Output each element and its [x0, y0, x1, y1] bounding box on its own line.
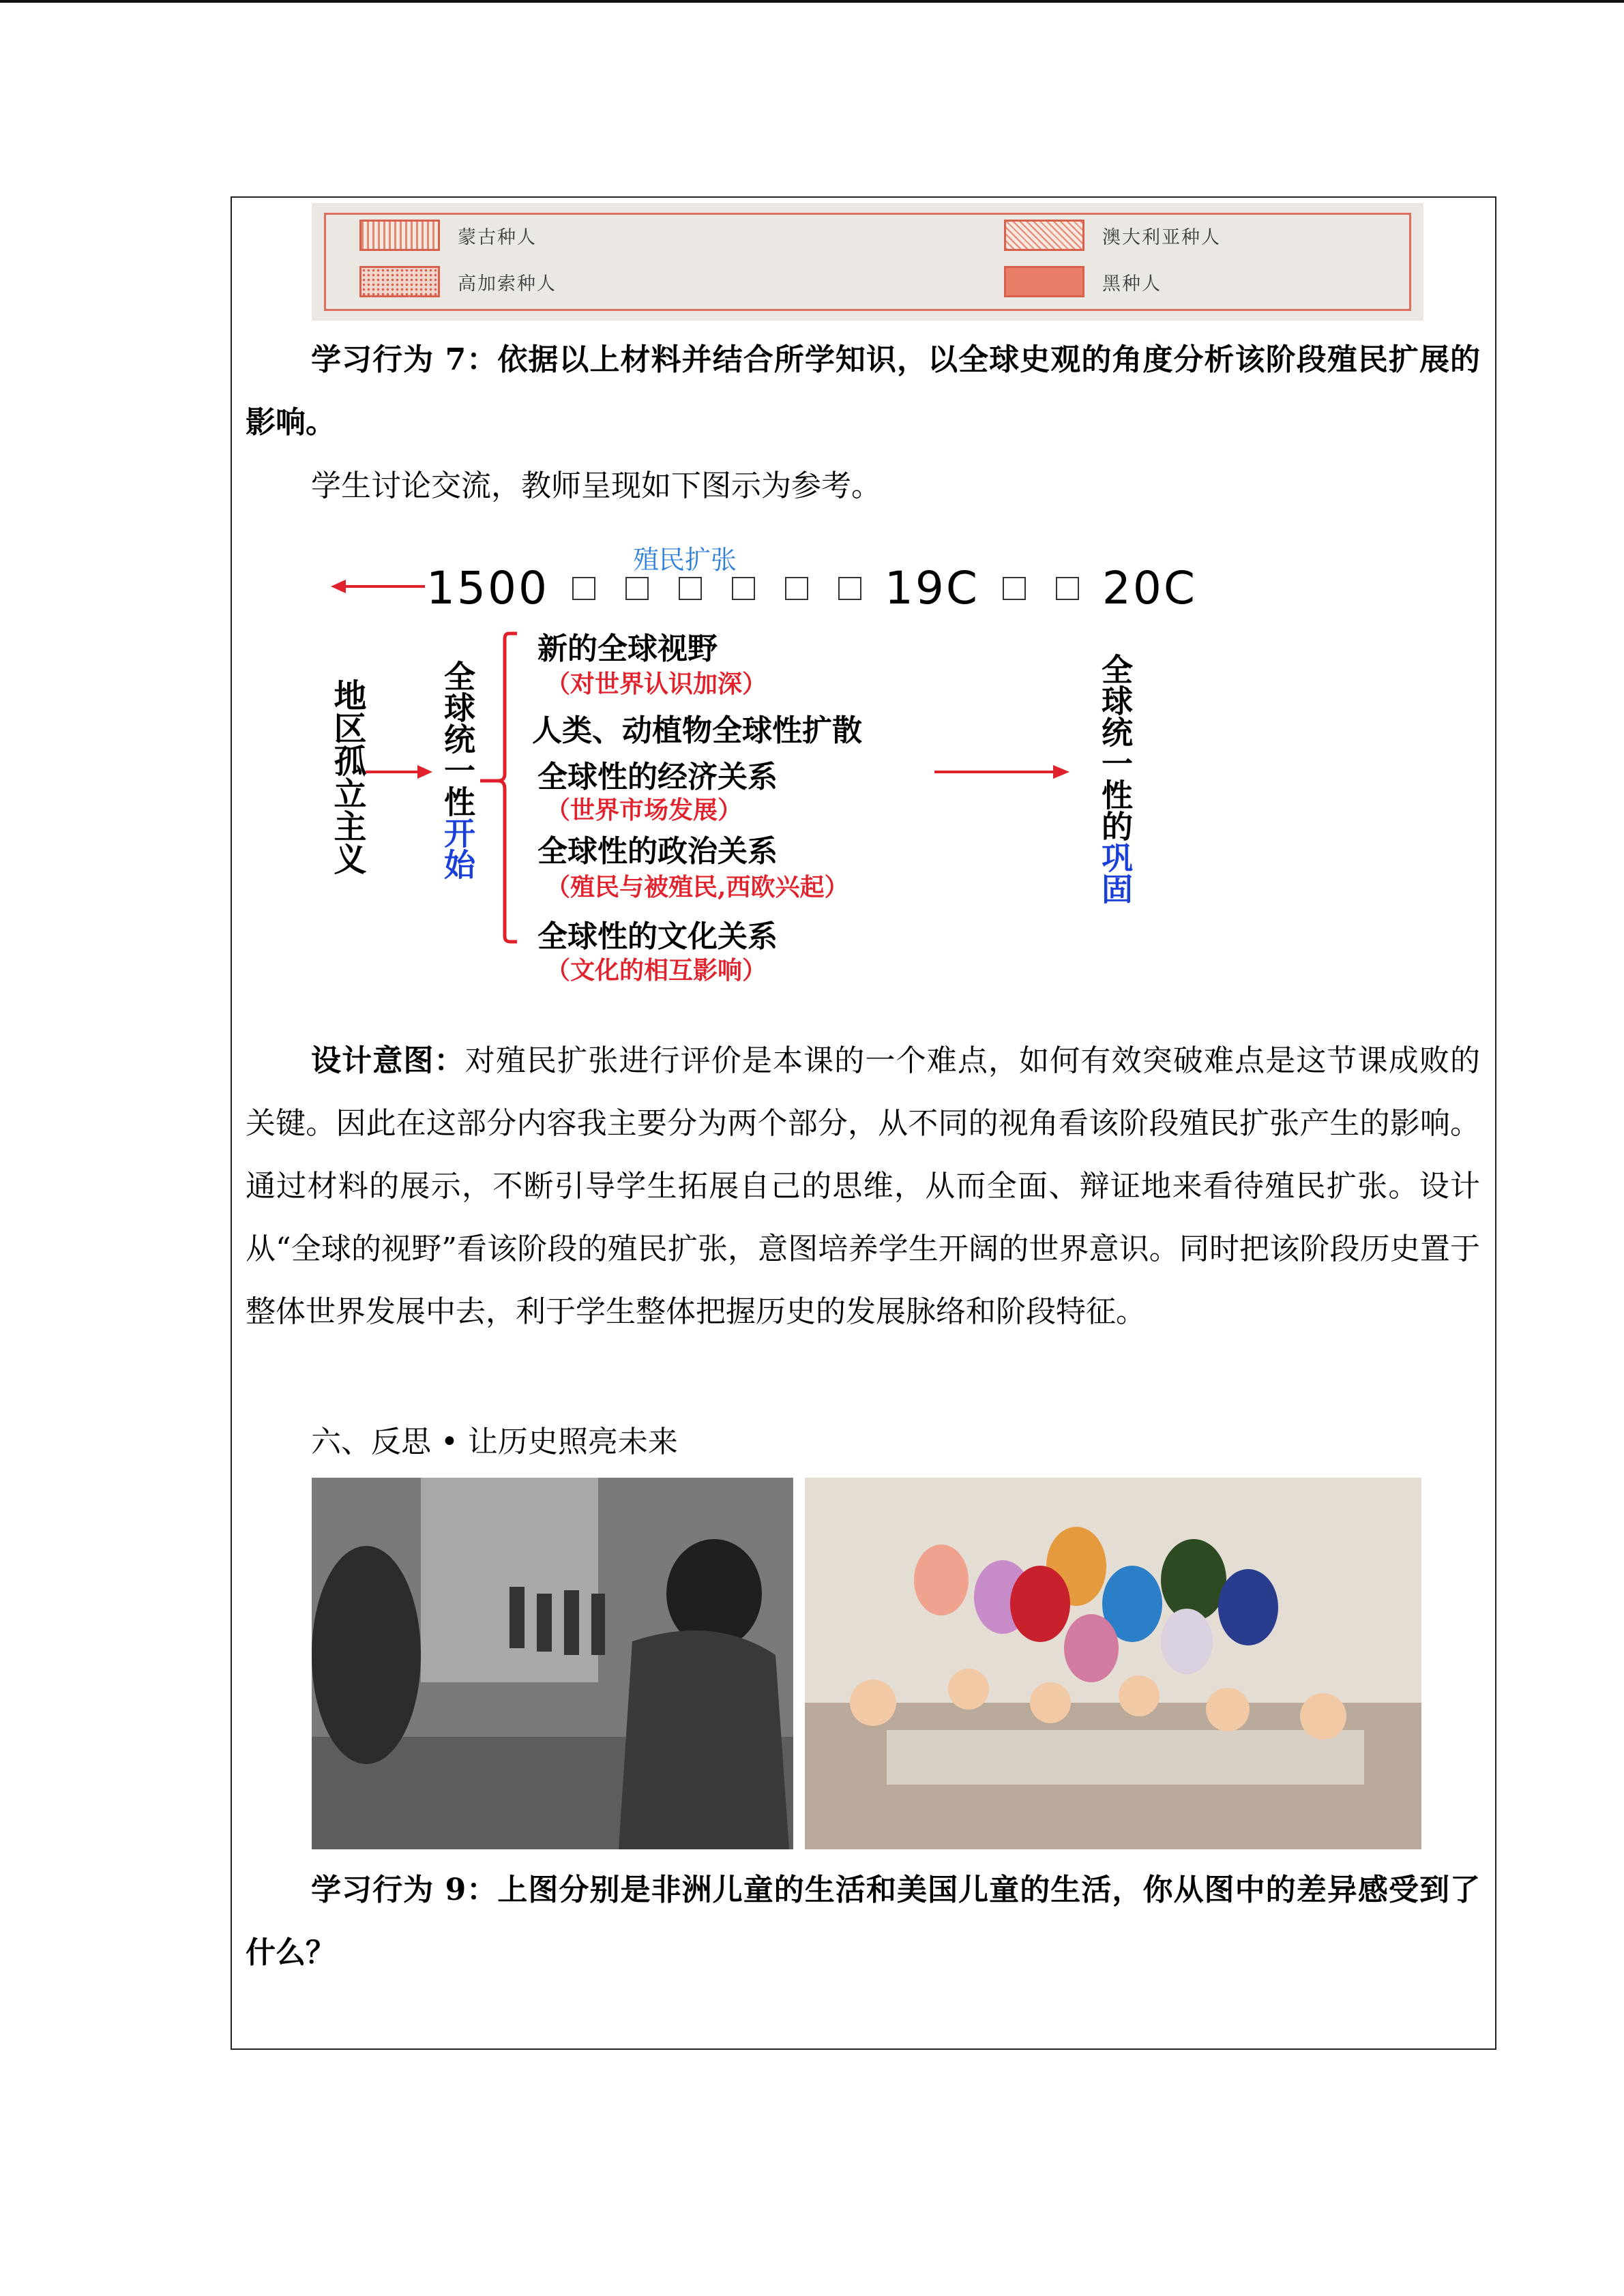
race-legend-photo	[312, 203, 1423, 320]
timeline-20c: 20C	[1102, 562, 1197, 615]
section-six-heading: 六、反思 • 让历史照亮未来	[311, 1425, 678, 1459]
timeline-start: 1500	[426, 562, 549, 615]
top-border	[0, 0, 1624, 3]
timeline	[426, 559, 1197, 614]
branch-political-note: （殖民与被殖民,西欧兴起）	[546, 873, 849, 901]
hatch-swatch-icon	[359, 220, 440, 251]
placeholder-box	[732, 577, 755, 600]
expansion-label: 殖民扩张	[633, 545, 737, 575]
legend-item-australoid: 澳大利亚种人	[1004, 220, 1221, 251]
branch-global-vision: 新的全球视野	[537, 631, 718, 666]
learning-behavior-9: 学习行为 9：上图分别是非洲儿童的生活和美国儿童的生活，你从图中的差异感受到了什么？	[246, 1873, 1480, 1970]
arrow-right-icon	[934, 764, 1071, 780]
diagonal-swatch-icon	[1004, 220, 1084, 251]
global-view-diagram	[321, 539, 1344, 996]
legend-item-negroid: 黑种人	[1004, 266, 1162, 297]
placeholder-box	[625, 577, 649, 600]
design-intent: 设计意图：对殖民扩张进行评价是本课的一个难点，如何有效突破难点是这节课成败的关键。因此在这部分内容我主要分为两个部分，从不同的视角看该阶段殖民扩张产生的影响。通过材料的展示，不断引导学生拓展自己的思维，从而全面、辩证地来看待殖民扩张。设计从“全球的视野”看该阶段的殖民扩张，意图培养学生开阔的世界意识。同时把该阶段历史置于整体世界发展中去，利于学生整体把握历史的发展脉络和阶段特征。	[246, 1043, 1481, 1329]
placeholder-box	[572, 577, 595, 600]
branch-cultural-note: （文化的相互影响）	[546, 956, 767, 985]
solid-swatch-icon	[1004, 266, 1084, 297]
american-children-photo	[805, 1478, 1421, 1849]
branch-global-vision-note: （对世界认识加深）	[546, 670, 767, 698]
legend-item-mongoloid: 蒙古种人	[359, 220, 537, 251]
arrow-left-icon	[331, 578, 426, 595]
discussion-note: 学生讨论交流，教师呈现如下图示为参考。	[311, 468, 881, 503]
placeholder-box	[679, 577, 702, 600]
arrow-right-icon	[366, 764, 434, 780]
legend-item-caucasoid: 高加索种人	[359, 266, 557, 297]
bracket-icon	[477, 631, 518, 944]
branch-economic-note: （世界市场发展）	[546, 796, 743, 824]
placeholder-box	[785, 577, 808, 600]
branch-cultural: 全球性的文化关系	[537, 919, 778, 954]
branch-political: 全球性的政治关系	[537, 834, 778, 869]
learning-behavior-7: 学习行为 7：依据以上材料并结合所学知识，以全球史观的角度分析该阶段殖民扩展的影响。	[246, 342, 1480, 440]
timeline-19c: 19C	[884, 562, 979, 615]
branch-economic: 全球性的经济关系	[537, 760, 778, 794]
global-unity-consolidation-label: 全球统一性的巩固	[1097, 653, 1134, 904]
placeholder-box	[838, 577, 861, 600]
placeholder-box	[1056, 577, 1079, 600]
regional-isolation-label: 地区孤立主义	[328, 679, 366, 875]
african-children-photo	[312, 1478, 793, 1849]
dotted-swatch-icon	[359, 266, 440, 297]
branch-species-spread: 人类、动植物全球性扩散	[532, 713, 862, 748]
global-unity-start-label: 全球统一性开始	[439, 660, 476, 880]
placeholder-box	[1003, 577, 1026, 600]
